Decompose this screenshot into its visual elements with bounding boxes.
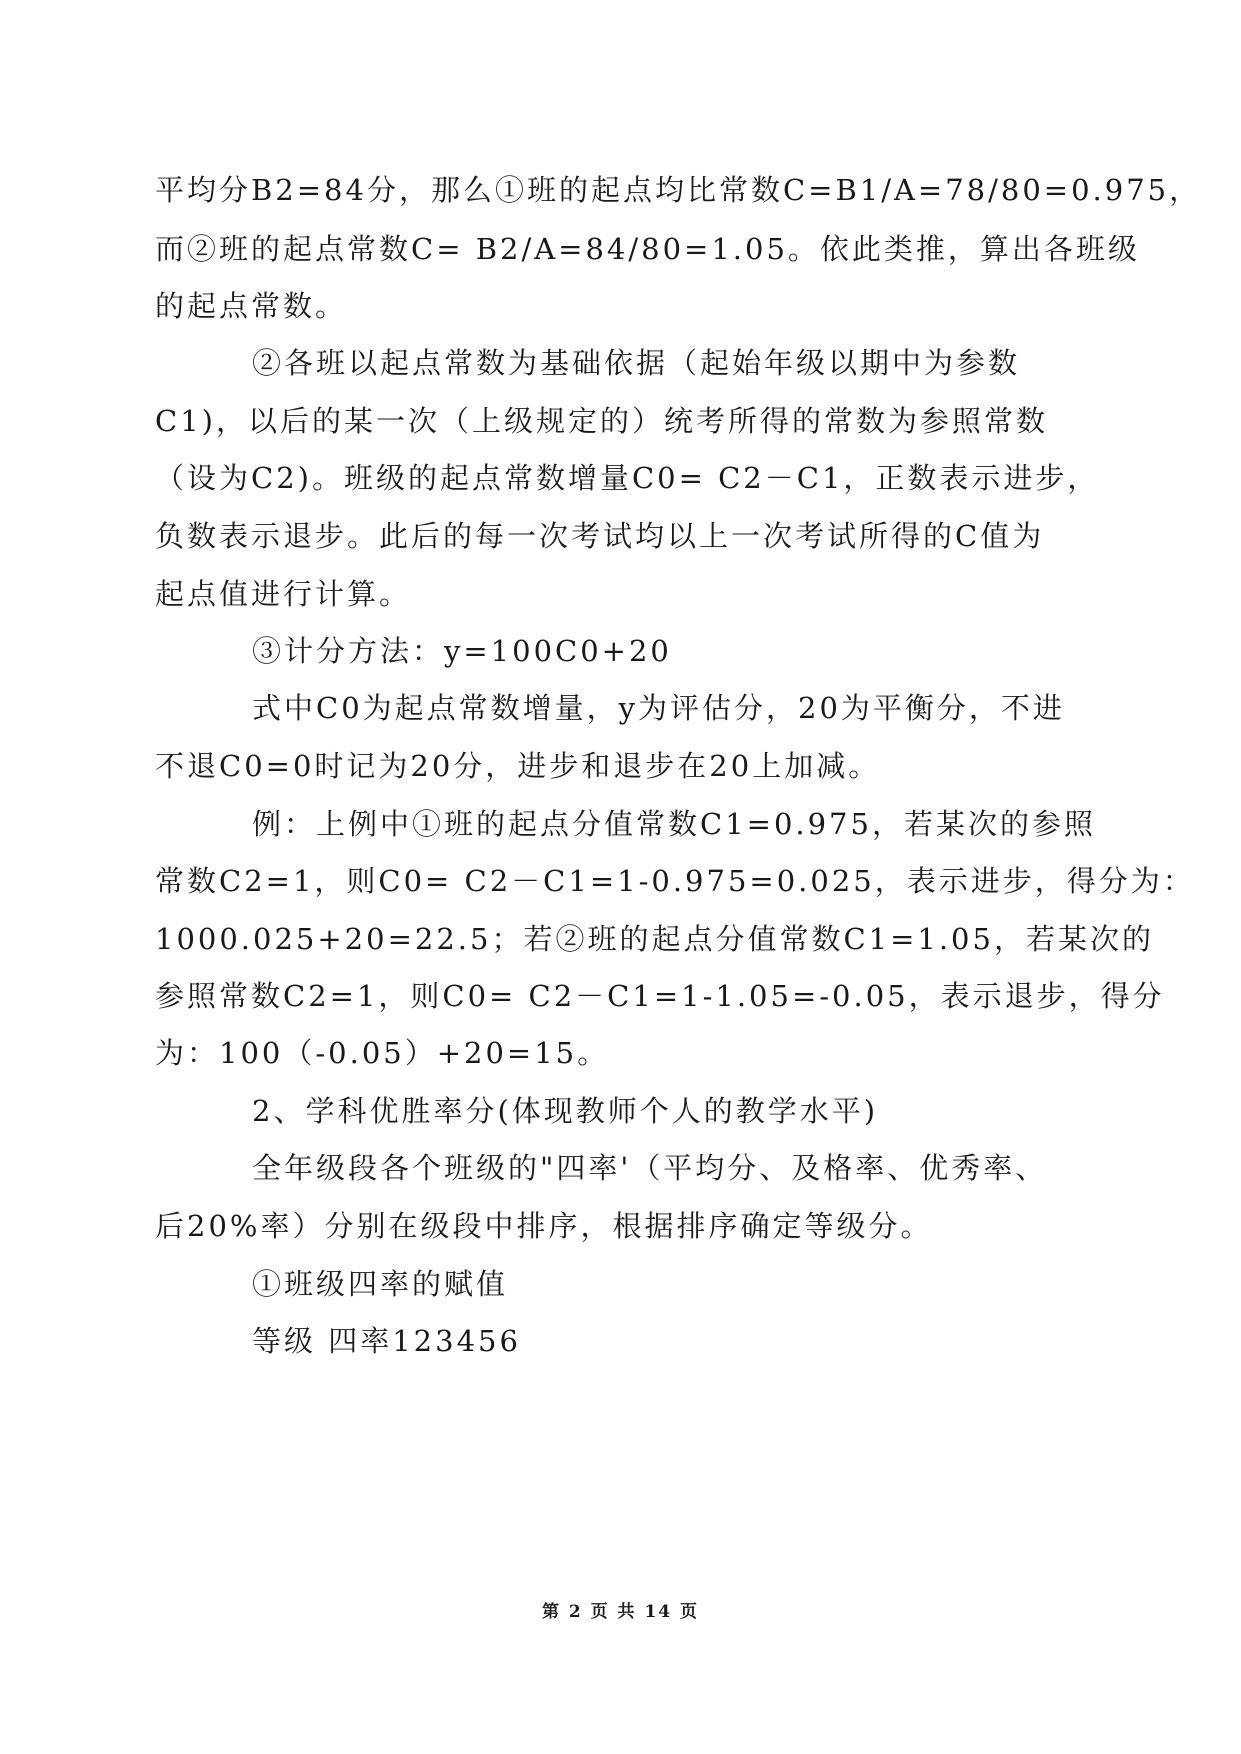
text-line: 不退C0=0时记为20分，进步和退步在20上加减。 [155, 749, 881, 783]
text-line: 负数表示退步。此后的每一次考试均以上一次考试所得的C值为 [155, 519, 1045, 553]
text-line: ②各班以起点常数为基础依据（起始年级以期中为参数 [252, 346, 1021, 380]
text-line: 等级 四率123456 [252, 1324, 521, 1358]
text-line: 后20%率）分别在级段中排序，根据排序确定等级分。 [155, 1209, 933, 1243]
page-number-footer: 第 2 页 共 14 页 [541, 1602, 700, 1622]
text-line: 式中C0为起点常数增量，y为评估分，20为平衡分，不进 [252, 691, 1065, 725]
text-line: 而②班的起点常数C= B2/A=84/80=1.05。依此类推，算出各班级 [155, 232, 1140, 266]
text-line: （设为C2)。班级的起点常数增量C0= C2－C1，正数表示进步， [155, 461, 1100, 495]
text-line: 起点值进行计算。 [155, 577, 412, 611]
text-line: 平均分B2=84分，那么①班的起点均比常数C=B1/A=78/80=0.975， [155, 173, 1202, 207]
text-line: 例：上例中①班的起点分值常数C1=0.975，若某次的参照 [252, 807, 1096, 841]
text-line: 参照常数C2=1，则C0= C2－C1=1-1.05=-0.05，表示退步，得分 [155, 979, 1165, 1013]
text-line: 2、学科优胜率分(体现教师个人的教学水平) [252, 1094, 879, 1128]
text-line: ①班级四率的赋值 [252, 1267, 509, 1301]
text-line: 全年级段各个班级的"四率'（平均分、及格率、优秀率、 [252, 1151, 1048, 1185]
text-line: 为：100（-0.05）+20=15。 [155, 1036, 610, 1070]
text-line: C1)，以后的某一次（上级规定的）统考所得的常数为参照常数 [155, 404, 1048, 438]
text-line: 的起点常数。 [155, 289, 348, 323]
text-line: ③计分方法：y=100C0+20 [252, 634, 672, 668]
text-line: 1000.025+20=22.5；若②班的起点分值常数C1=1.05，若某次的 [155, 922, 1154, 956]
text-line: 常数C2=1，则C0= C2－C1=1-0.975=0.025，表示进步，得分为： [155, 864, 1195, 898]
